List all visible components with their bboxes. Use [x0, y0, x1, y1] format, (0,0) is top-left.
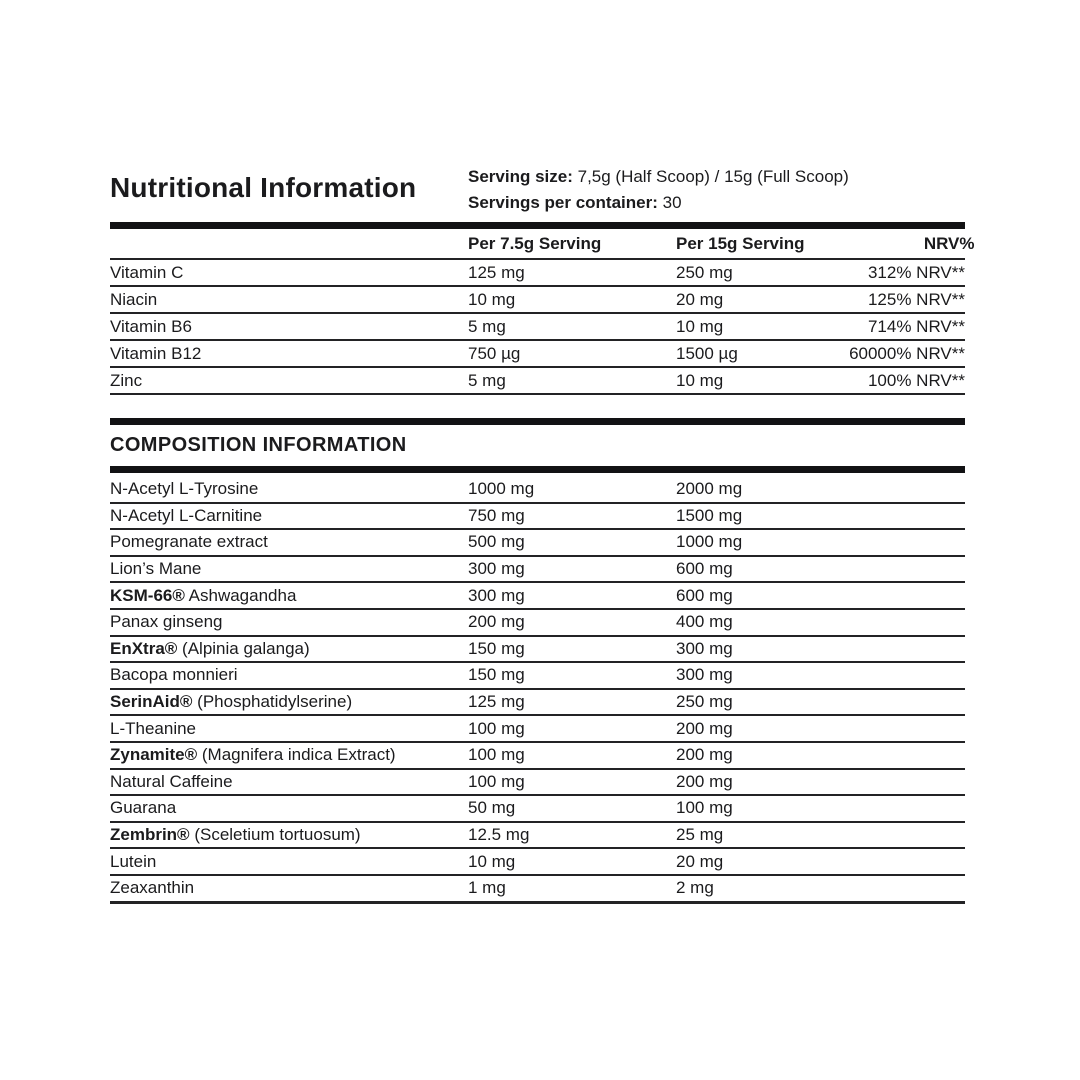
per-15g-value: 300 mg	[676, 665, 733, 685]
divider-thick	[110, 418, 965, 425]
nutrient-name: Vitamin C	[110, 262, 184, 282]
divider-thick	[110, 222, 965, 229]
ingredient-name-cell	[110, 559, 468, 579]
per-7-5g-value: 750 µg	[468, 343, 521, 363]
ingredient-brand: KSM-66®	[110, 585, 185, 605]
section-gap	[110, 395, 965, 418]
nrv-value: 60000% NRV**	[849, 343, 965, 363]
per-15g-value: 1500 mg	[676, 505, 743, 525]
column-header-nrv: NRV%	[923, 233, 975, 253]
ingredient-name: Lutein	[110, 851, 157, 871]
nrv-value: 100% NRV**	[867, 370, 965, 390]
per-15g-value: 250 mg	[676, 262, 733, 282]
per-15g-value: 300 mg	[676, 638, 733, 658]
per-15g-value: 200 mg	[676, 718, 733, 738]
table-row	[110, 876, 965, 904]
table-row	[110, 690, 965, 717]
ingredient-name-cell	[110, 639, 468, 659]
per-7-5g-value: 300 mg	[468, 585, 525, 605]
servings-per-container-label: Servings per container:	[468, 193, 658, 212]
ingredient-name-cell	[110, 479, 468, 499]
table-row	[110, 477, 965, 504]
composition-table	[110, 477, 965, 904]
serving-size-value: 7,5g (Half Scoop) / 15g (Full Scoop)	[577, 167, 849, 186]
nutrient-name: Vitamin B12	[110, 343, 202, 363]
per-7-5g-value: 100 mg	[468, 771, 525, 791]
serving-info	[468, 164, 849, 216]
table-row	[110, 530, 965, 557]
ingredient-name: (Alpinia galanga)	[177, 638, 310, 658]
per-15g-value: 20 mg	[676, 851, 724, 871]
page-title: Nutritional Information	[110, 172, 417, 203]
table-row	[110, 341, 965, 368]
ingredient-name: N-Acetyl L-Tyrosine	[110, 479, 259, 499]
per-7-5g-value: 125 mg	[468, 692, 525, 712]
table-row	[110, 663, 965, 690]
per-15g-value: 100 mg	[676, 798, 733, 818]
table-row	[110, 504, 965, 531]
ingredient-name: Bacopa monnieri	[110, 665, 238, 685]
ingredient-name: Ashwagandha	[184, 585, 297, 605]
table-row	[110, 849, 965, 876]
vitamin-table	[110, 260, 965, 395]
serving-size-line	[468, 164, 849, 190]
table-row	[110, 823, 965, 850]
per-15g-value: 200 mg	[676, 771, 733, 791]
per-15g-value: 200 mg	[676, 745, 733, 765]
per-7-5g-value: 12.5 mg	[468, 825, 530, 845]
ingredient-name: (Sceletium tortuosum)	[189, 825, 361, 845]
table-row	[110, 743, 965, 770]
per-15g-value: 10 mg	[676, 316, 724, 336]
per-15g-value: 600 mg	[676, 559, 733, 579]
nrv-value: 125% NRV**	[867, 289, 965, 309]
column-header-per-15g: Per 15g Serving	[676, 233, 805, 253]
ingredient-name-cell	[110, 825, 468, 845]
ingredient-name: Pomegranate extract	[110, 532, 268, 552]
ingredient-name-cell	[110, 745, 468, 765]
ingredient-brand: EnXtra®	[110, 638, 178, 658]
nrv-value: 312% NRV**	[867, 262, 965, 282]
ingredient-brand: Zembrin®	[110, 825, 190, 845]
composition-section-heading: COMPOSITION INFORMATION	[110, 434, 407, 456]
per-15g-value: 250 mg	[676, 692, 733, 712]
per-7-5g-value: 1000 mg	[468, 479, 535, 499]
per-15g-value: 1000 mg	[676, 532, 743, 552]
ingredient-name: Guarana	[110, 798, 177, 818]
ingredient-brand: Zynamite®	[110, 745, 198, 765]
per-7-5g-value: 10 mg	[468, 851, 516, 871]
column-header-per-7-5g: Per 7.5g Serving	[468, 233, 602, 253]
ingredient-name: N-Acetyl L-Carnitine	[110, 505, 263, 525]
table-row	[110, 583, 965, 610]
per-7-5g-value: 150 mg	[468, 638, 525, 658]
ingredient-name: Panax ginseng	[110, 612, 223, 632]
per-15g-value: 25 mg	[676, 825, 724, 845]
divider-thick	[110, 466, 965, 473]
ingredient-name: (Magnifera indica Extract)	[197, 745, 396, 765]
nutrient-name: Vitamin B6	[110, 316, 192, 336]
table-row	[110, 610, 965, 637]
ingredient-brand: SerinAid®	[110, 692, 193, 712]
per-7-5g-value: 100 mg	[468, 718, 525, 738]
per-7-5g-value: 5 mg	[468, 316, 506, 336]
per-7-5g-value: 5 mg	[468, 370, 506, 390]
ingredient-name-cell	[110, 586, 468, 606]
ingredient-name-cell	[110, 798, 468, 818]
ingredient-name-cell	[110, 878, 468, 898]
table-row	[110, 770, 965, 797]
table-row	[110, 716, 965, 743]
per-15g-value: 600 mg	[676, 585, 733, 605]
table-row	[110, 557, 965, 584]
per-7-5g-value: 10 mg	[468, 289, 516, 309]
ingredient-name: Lion’s Mane	[110, 559, 202, 579]
nrv-value: 714% NRV**	[867, 316, 965, 336]
ingredient-name-cell	[110, 692, 468, 712]
per-7-5g-value: 1 mg	[468, 878, 506, 898]
ingredient-name-cell	[110, 532, 468, 552]
per-15g-value: 2 mg	[676, 878, 714, 898]
per-7-5g-value: 125 mg	[468, 262, 525, 282]
per-15g-value: 20 mg	[676, 289, 724, 309]
servings-per-container-line	[468, 190, 849, 216]
ingredient-name-cell	[110, 506, 468, 526]
per-15g-value: 10 mg	[676, 370, 724, 390]
table-row	[110, 287, 965, 314]
per-7-5g-value: 300 mg	[468, 559, 525, 579]
per-7-5g-value: 50 mg	[468, 798, 516, 818]
table-row	[110, 796, 965, 823]
servings-per-container-value: 30	[662, 193, 682, 212]
nutrient-name: Niacin	[110, 289, 158, 309]
per-7-5g-value: 500 mg	[468, 532, 525, 552]
column-header-row	[110, 229, 975, 260]
table-row	[110, 260, 965, 287]
ingredient-name-cell	[110, 665, 468, 685]
ingredient-name: L-Theanine	[110, 718, 197, 738]
per-15g-value: 400 mg	[676, 612, 733, 632]
per-7-5g-value: 200 mg	[468, 612, 525, 632]
nutrition-label	[110, 164, 975, 904]
per-7-5g-value: 150 mg	[468, 665, 525, 685]
ingredient-name-cell	[110, 852, 468, 872]
ingredient-name: Natural Caffeine	[110, 771, 233, 791]
per-7-5g-value: 100 mg	[468, 745, 525, 765]
table-row	[110, 314, 965, 341]
per-15g-value: 1500 µg	[676, 343, 738, 363]
per-15g-value: 2000 mg	[676, 479, 743, 499]
ingredient-name: (Phosphatidylserine)	[192, 692, 353, 712]
nutrient-name: Zinc	[110, 370, 143, 390]
label-header	[110, 164, 965, 222]
per-7-5g-value: 750 mg	[468, 505, 525, 525]
ingredient-name-cell	[110, 719, 468, 739]
table-row	[110, 637, 965, 664]
ingredient-name-cell	[110, 772, 468, 792]
ingredient-name: Zeaxanthin	[110, 878, 195, 898]
ingredient-name-cell	[110, 612, 468, 632]
serving-size-label: Serving size:	[468, 167, 573, 186]
table-row	[110, 368, 965, 395]
